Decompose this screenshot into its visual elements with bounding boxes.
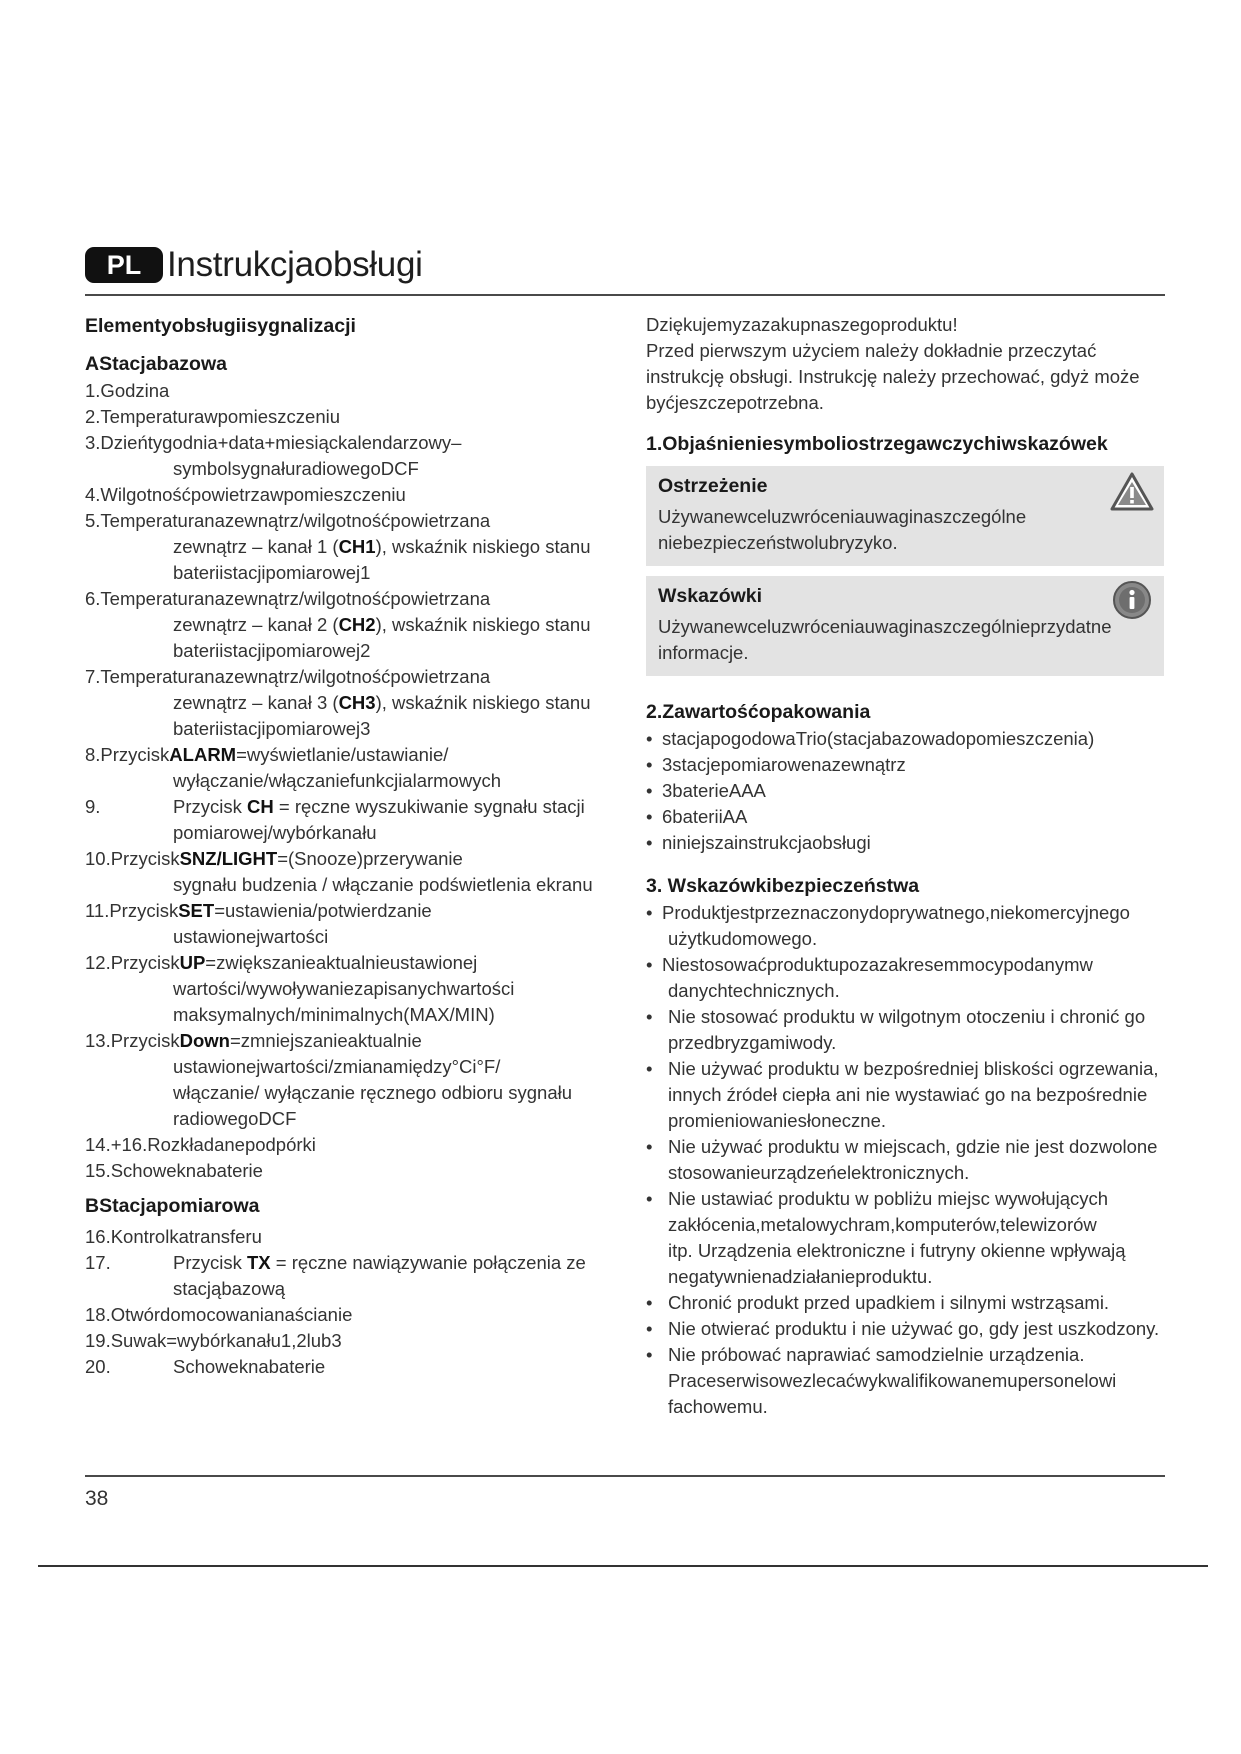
list-item: 1.Godzina xyxy=(85,380,170,401)
list-item: 10.PrzyciskSNZ/LIGHT=(Snooze)przerywanie xyxy=(85,848,463,869)
list-item: • Nie ustawiać produktu w pobliżu miejsc wywołujących xyxy=(646,1188,1109,1209)
info-icon xyxy=(1112,580,1152,620)
list-item-cont: Praceserwisowezlecaćwykwalifikowanemupersonelowi xyxy=(668,1370,1117,1391)
list-item: 18.Otwórdomocowanianaścianie xyxy=(85,1304,353,1325)
list-item: • Nie otwierać produktu i nie używać go, gdy jest uszkodzony. xyxy=(646,1318,1160,1339)
list-item: 6.Temperaturanazewnątrz/wilgotnośćpowietrzana xyxy=(85,588,491,609)
right-column xyxy=(646,312,1166,1420)
intro-text: instrukcję obsługi. Instrukcję należy przechować, gdyż może xyxy=(646,366,1140,387)
list-item-cont: sygnału budzenia / włączanie podświetlenia ekranu xyxy=(173,874,593,895)
list-item-cont: danychtechnicznych. xyxy=(668,980,840,1001)
list-item-cont: zewnątrz – kanał 1 (CH1), wskaźnik niskiego stanu xyxy=(173,536,591,557)
list-item-cont: pomiarowej/wybórkanału xyxy=(173,822,377,843)
list-item-cont: ustawionejwartości xyxy=(173,926,329,947)
list-item-cont: maksymalnych/minimalnych(MAX/MIN) xyxy=(173,1004,495,1025)
list-item: 4.Wilgotnośćpowietrzawpomieszczeniu xyxy=(85,484,406,505)
list-item: • Nie używać produktu w bezpośredniej bliskości ogrzewania, xyxy=(646,1058,1159,1079)
list-item: • Chronić produkt przed upadkiem i silnymi wstrząsami. xyxy=(646,1292,1110,1313)
notes-title: Wskazówki xyxy=(658,585,763,607)
warning-text: Używanewceluzwróceniauwaginaszczególne xyxy=(658,506,1027,527)
list-item-cont: innych źródeł ciepła ani nie wystawiać go na bezpośrednie xyxy=(668,1084,1148,1105)
section-a-title: AStacjabazowa xyxy=(85,353,227,375)
list-item-cont: promieniowaniesłoneczne. xyxy=(668,1110,887,1131)
list-item: 5.Temperaturanazewnątrz/wilgotnośćpowietrzana xyxy=(85,510,491,531)
warning-title: Ostrzeżenie xyxy=(658,475,768,497)
intro-text: Przed pierwszym użyciem należy dokładnie przeczytać xyxy=(646,340,1097,361)
list-item-cont: zewnątrz – kanał 2 (CH2), wskaźnik niskiego stanu xyxy=(173,614,591,635)
list-item: • Nie używać produktu w miejscach, gdzie nie jest dozwolone xyxy=(646,1136,1158,1157)
notes-box xyxy=(646,576,1164,676)
list-item: 7.Temperaturanazewnątrz/wilgotnośćpowietrzana xyxy=(85,666,491,687)
notes-text: Używanewceluzwróceniauwaginaszczególnieprzydatne xyxy=(658,616,1112,637)
section-3-title: 3. Wskazówkibezpieczeństwa xyxy=(646,875,920,897)
page-number: 38 xyxy=(85,1487,109,1510)
list-item-cont: bateriistacjipomiarowej2 xyxy=(173,640,371,661)
list-item-cont: bateriistacjipomiarowej1 xyxy=(173,562,371,583)
list-item-cont: włączanie/ wyłączanie ręcznego odbioru sygnału xyxy=(173,1082,573,1103)
list-item: 19.Suwak=wybórkanału1,2lub3 xyxy=(85,1330,342,1351)
list-item-cont: wartości/wywoływaniezapisanychwartości xyxy=(173,978,515,999)
list-item: 20. Schoweknabaterie xyxy=(85,1356,326,1377)
page-header xyxy=(85,240,1165,296)
list-item: 12.PrzyciskUP=zwiększanieaktualnieustawionej xyxy=(85,952,478,973)
list-item-cont: itp. Urządzenia elektroniczne i futryny okienne wpływają xyxy=(668,1240,1126,1261)
list-item: • Produktjestprzeznaczonydoprywatnego,niekomercyjnego xyxy=(646,902,1130,923)
list-item: • niniejszainstrukcjaobsługi xyxy=(646,832,871,853)
list-item: 2.Temperaturawpomieszczeniu xyxy=(85,406,341,427)
section-b-title: BStacjapomiarowa xyxy=(85,1195,260,1217)
list-item-cont: wyłączanie/włączaniefunkcjialarmowych xyxy=(173,770,501,791)
list-item-cont: ustawionejwartości/zmianamiędzy°Ci°F/ xyxy=(173,1056,501,1077)
footer-rule xyxy=(85,1475,1165,1477)
list-item: • Nie stosować produktu w wilgotnym otoczeniu i chronić go xyxy=(646,1006,1146,1027)
warning-triangle-icon xyxy=(1110,472,1154,512)
list-item: • Niestosowaćproduktupozazakresemmocypodanymw xyxy=(646,954,1093,975)
controls-heading: Elementyobsługiisygnalizacji xyxy=(85,315,356,337)
page-bottom-line xyxy=(38,1565,1208,1567)
list-item-cont: fachowemu. xyxy=(668,1396,768,1417)
document-title: Instrukcjaobsługi xyxy=(167,245,423,284)
notes-text: informacje. xyxy=(658,642,749,663)
list-item: 15.Schoweknabaterie xyxy=(85,1160,263,1181)
list-item: 14.+16.Rozkładanepodpórki xyxy=(85,1134,316,1155)
list-item-cont: zakłócenia,metalowychram,komputerów,telewizorów xyxy=(668,1214,1097,1235)
list-item: 17. Przycisk TX = ręczne nawiązywanie połączenia ze xyxy=(85,1252,586,1273)
list-item: 16.Kontrolkatransferu xyxy=(85,1226,262,1247)
list-item-cont: przedbryzgamiwody. xyxy=(668,1032,837,1053)
list-item: 3.Dzieńtygodnia+data+miesiąckalendarzowy– xyxy=(85,432,462,453)
section-2-title: 2.Zawartośćopakowania xyxy=(646,701,871,723)
language-badge: PL xyxy=(85,247,163,283)
intro-text: Dziękujemyzazakupnaszegoproduktu! xyxy=(646,314,958,335)
list-item-cont: stacjąbazową xyxy=(173,1278,286,1299)
list-item: • Nie próbować naprawiać samodzielnie urządzenia. xyxy=(646,1344,1085,1365)
warning-text: niebezpieczeństwolubryzyko. xyxy=(658,532,898,553)
list-item: • 3stacjepomiarowenazewnątrz xyxy=(646,754,906,775)
list-item-cont: stosowanieurządzeńelektronicznych. xyxy=(668,1162,970,1183)
list-item: • 6bateriiAA xyxy=(646,806,748,827)
section-1-title: 1.Objaśnieniesymboliostrzegawczychiwskazówek xyxy=(646,433,1108,455)
list-item-cont: bateriistacjipomiarowej3 xyxy=(173,718,371,739)
list-item: • 3baterieAAA xyxy=(646,780,766,801)
list-item-cont: radiowegoDCF xyxy=(173,1108,297,1129)
header-rule xyxy=(85,294,1165,296)
list-item: 9. Przycisk CH = ręczne wyszukiwanie sygnału stacji xyxy=(85,796,585,817)
list-item-cont: użytkudomowego. xyxy=(668,928,818,949)
list-item-cont: zewnątrz – kanał 3 (CH3), wskaźnik niskiego stanu xyxy=(173,692,591,713)
list-item-cont: negatywnienadziałanieproduktu. xyxy=(668,1266,933,1287)
left-column xyxy=(85,312,620,1380)
list-item: • stacjapogodowaTrio(stacjabazowadopomieszczenia) xyxy=(646,728,1095,749)
list-item: 11.PrzyciskSET=ustawienia/potwierdzanie xyxy=(85,900,432,921)
warning-box xyxy=(646,466,1164,566)
list-item: 8.PrzyciskALARM=wyświetlanie/ustawianie/ xyxy=(85,744,449,765)
list-item: 13.PrzyciskDown=zmniejszanieaktualnie xyxy=(85,1030,422,1051)
intro-text: byćjeszczepotrzebna. xyxy=(646,392,824,413)
list-item-cont: symbolsygnałuradiowegoDCF xyxy=(173,458,419,479)
